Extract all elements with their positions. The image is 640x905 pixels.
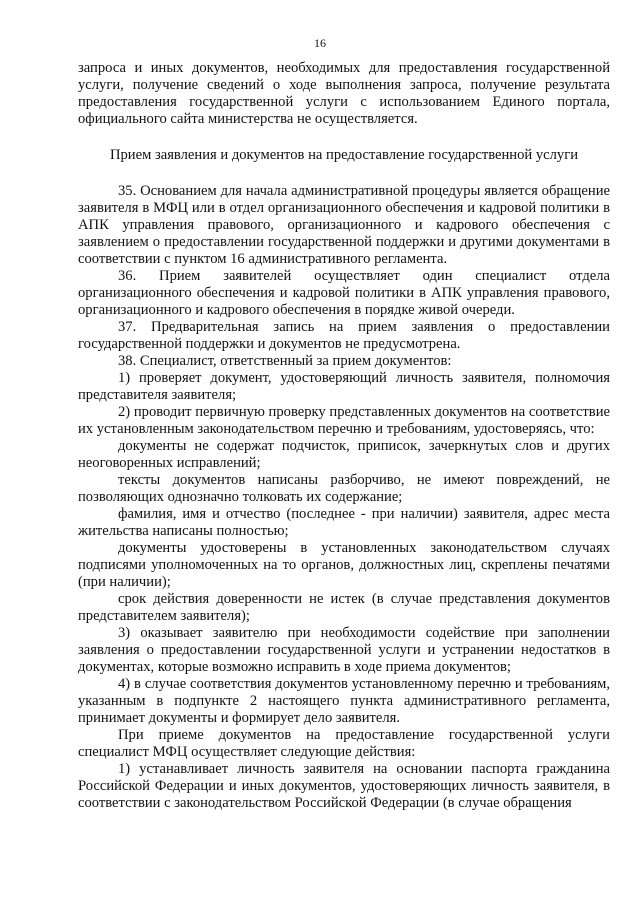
paragraph-35: 35. Основанием для начала административной процедуры является обращение заявителя в МФЦ или в отдел организационного обеспечения и кадровой политики в АПК управления правового, организационного и кадрового обеспечения с заявлением о предоставлении государственной поддержки и другими документами в соответствии с пунктом 16 административного регламента.: [78, 183, 610, 267]
list-item-38-3: 3) оказывает заявителю при необходимости содействие при заполнении заявления о предоставлении государственной услуги и устранении недостатков в документах, которые возможно исправить в ходе приема документов;: [78, 625, 610, 675]
paragraph-mfc-actions: При приеме документов на предоставление государственной услуги специалист МФЦ осуществляет следующие действия:: [78, 727, 610, 760]
check-no-erasures: документы не содержат подчисток, приписок, зачеркнутых слов и других неоговоренных исправлений;: [78, 438, 610, 471]
paragraph-37: 37. Предварительная запись на прием заявления о предоставлении государственной поддержки и документов не предусмотрена.: [78, 319, 610, 352]
check-power-of-attorney: срок действия доверенности не истек (в случае представления документов представителем заявителя);: [78, 591, 610, 624]
paragraph-38: 38. Специалист, ответственный за прием документов:: [118, 353, 452, 369]
list-item-mfc-1: 1) устанавливает личность заявителя на основании паспорта гражданина Российской Федерации и иных документов, удостоверяющих личность заявителя, в соответствии с законодательством Российской Федерации (в случае обращения: [78, 761, 610, 811]
paragraph-36: 36. Прием заявителей осуществляет один специалист отдела организационного обеспечения и кадровой политики в АПК управления правового, организационного и кадрового обеспечения в порядке живой очереди.: [78, 268, 610, 318]
list-item-38-4: 4) в случае соответствия документов установленному перечню и требованиям, указанным в подпункте 2 настоящего пункта административного регламента, принимает документы и формирует дело заявителя.: [78, 676, 610, 726]
document-body: [78, 60, 610, 812]
check-legible: тексты документов написаны разборчиво, не имеют повреждений, не позволяющих однозначно толковать их содержание;: [78, 472, 610, 505]
page-number: 16: [314, 36, 326, 50]
list-item-38-2: 2) проводит первичную проверку представленных документов на соответствие их установленным законодательством перечню и требованиям, удостоверяясь, что:: [78, 404, 610, 437]
list-item-38-1: 1) проверяет документ, удостоверяющий личность заявителя, полномочия представителя заявителя;: [78, 370, 610, 403]
check-certified: документы удостоверены в установленных законодательством случаях подписями уполномоченных на то органов, должностных лиц, скреплены печатями (при наличии);: [78, 540, 610, 590]
section-heading: Прием заявления и документов на предоставление государственной услуги: [109, 147, 579, 163]
paragraph-intro-continuation: запроса и иных документов, необходимых для предоставления государственной услуги, получение сведений о ходе выполнения запроса, получение результата предоставления государственной услуги с использованием Единого портала, официального сайта министерства не осуществляется.: [78, 60, 610, 127]
check-full-name: фамилия, имя и отчество (последнее - при наличии) заявителя, адрес места жительства написаны полностью;: [78, 506, 610, 539]
